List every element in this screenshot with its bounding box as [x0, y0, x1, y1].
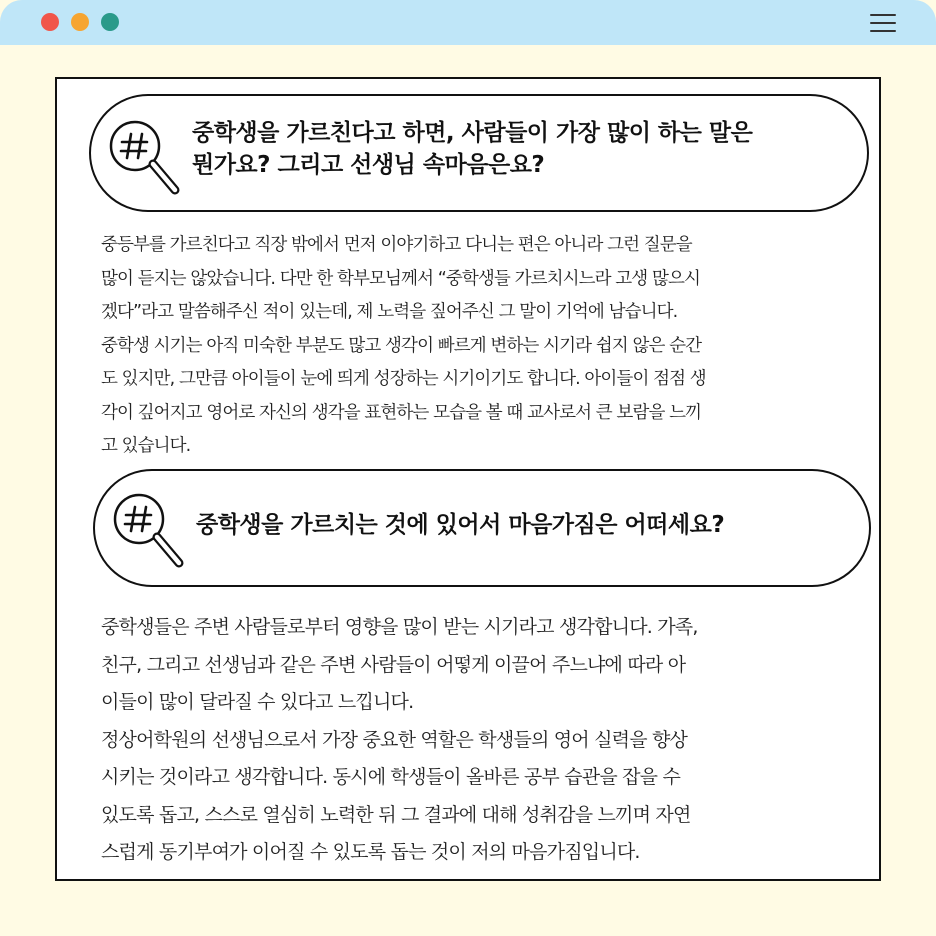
answer-line: 고 있습니다. [101, 436, 191, 456]
answer-line: 있도록 돕고, 스스로 열심히 노력한 뒤 그 결과에 대해 성취감을 느끼며 자연 [101, 803, 691, 826]
minimize-dot[interactable] [71, 13, 89, 31]
question-line: 뭔가요? 그리고 선생님 속마음은요? [192, 152, 545, 178]
window-titlebar [0, 0, 936, 45]
hamburger-menu-icon[interactable] [870, 13, 896, 33]
question-title-2 [196, 509, 856, 541]
answer-line: 도 있지만, 그만큼 아이들이 눈에 띄게 성장하는 시기이기도 합니다. 아이들이 점점 생 [101, 369, 706, 389]
magnifier-hash-icon [109, 487, 189, 577]
answer-line: 각이 깊어지고 영어로 자신의 생각을 표현하는 모습을 볼 때 교사로서 큰 보람을 느끼 [101, 402, 702, 423]
answer-line: 이들이 많이 달라질 수 있다고 느낍니다. [101, 691, 414, 713]
content-card [55, 77, 881, 881]
answer-line: 겠다”라고 말씀해주신 적이 있는데, 제 노력을 짚어주신 그 말이 기억에 남습니다. [101, 302, 678, 322]
question-banner-1 [89, 94, 869, 212]
answer-line: 정상어학원의 선생님으로서 가장 중요한 역할은 학생들의 영어 실력을 향상 [101, 728, 688, 751]
answer-line: 스럽게 동기부여가 이어질 수 있도록 돕는 것이 저의 마음가짐입니다. [101, 841, 640, 863]
question-line: 중학생을 가르친다고 하면, 사람들이 가장 많이 하는 말은 [192, 120, 753, 146]
answer-line: 중학생들은 주변 사람들로부터 영향을 많이 받는 시기라고 생각합니다. 가족, [101, 616, 698, 638]
answer-line: 시키는 것이라고 생각합니다. 동시에 학생들이 올바른 공부 습관을 잡을 수 [101, 766, 681, 788]
maximize-dot[interactable] [101, 13, 119, 31]
answer-line: 중등부를 가르친다고 직장 밖에서 먼저 이야기하고 다니는 편은 아니라 그런 질문을 [101, 235, 692, 255]
answer-paragraph-2 [101, 609, 861, 872]
answer-paragraph-1 [101, 229, 861, 464]
answer-line: 중학생 시기는 아직 미숙한 부분도 많고 생각이 빠르게 변하는 시기라 쉽지 않은 순간 [101, 335, 702, 356]
answer-line: 많이 듣지는 않았습니다. 다만 한 학부모님께서 “중학생들 가르치시느라 고생 많으시 [101, 268, 700, 289]
question-title-1 [192, 117, 852, 181]
question-line: 중학생을 가르치는 것에 있어서 마음가짐은 어떠세요? [196, 512, 725, 538]
close-dot[interactable] [41, 13, 59, 31]
question-banner-2 [93, 469, 871, 587]
answer-line: 친구, 그리고 선생님과 같은 주변 사람들이 어떻게 이끌어 주느냐에 따라 아 [101, 653, 686, 676]
magnifier-hash-icon [105, 114, 185, 204]
